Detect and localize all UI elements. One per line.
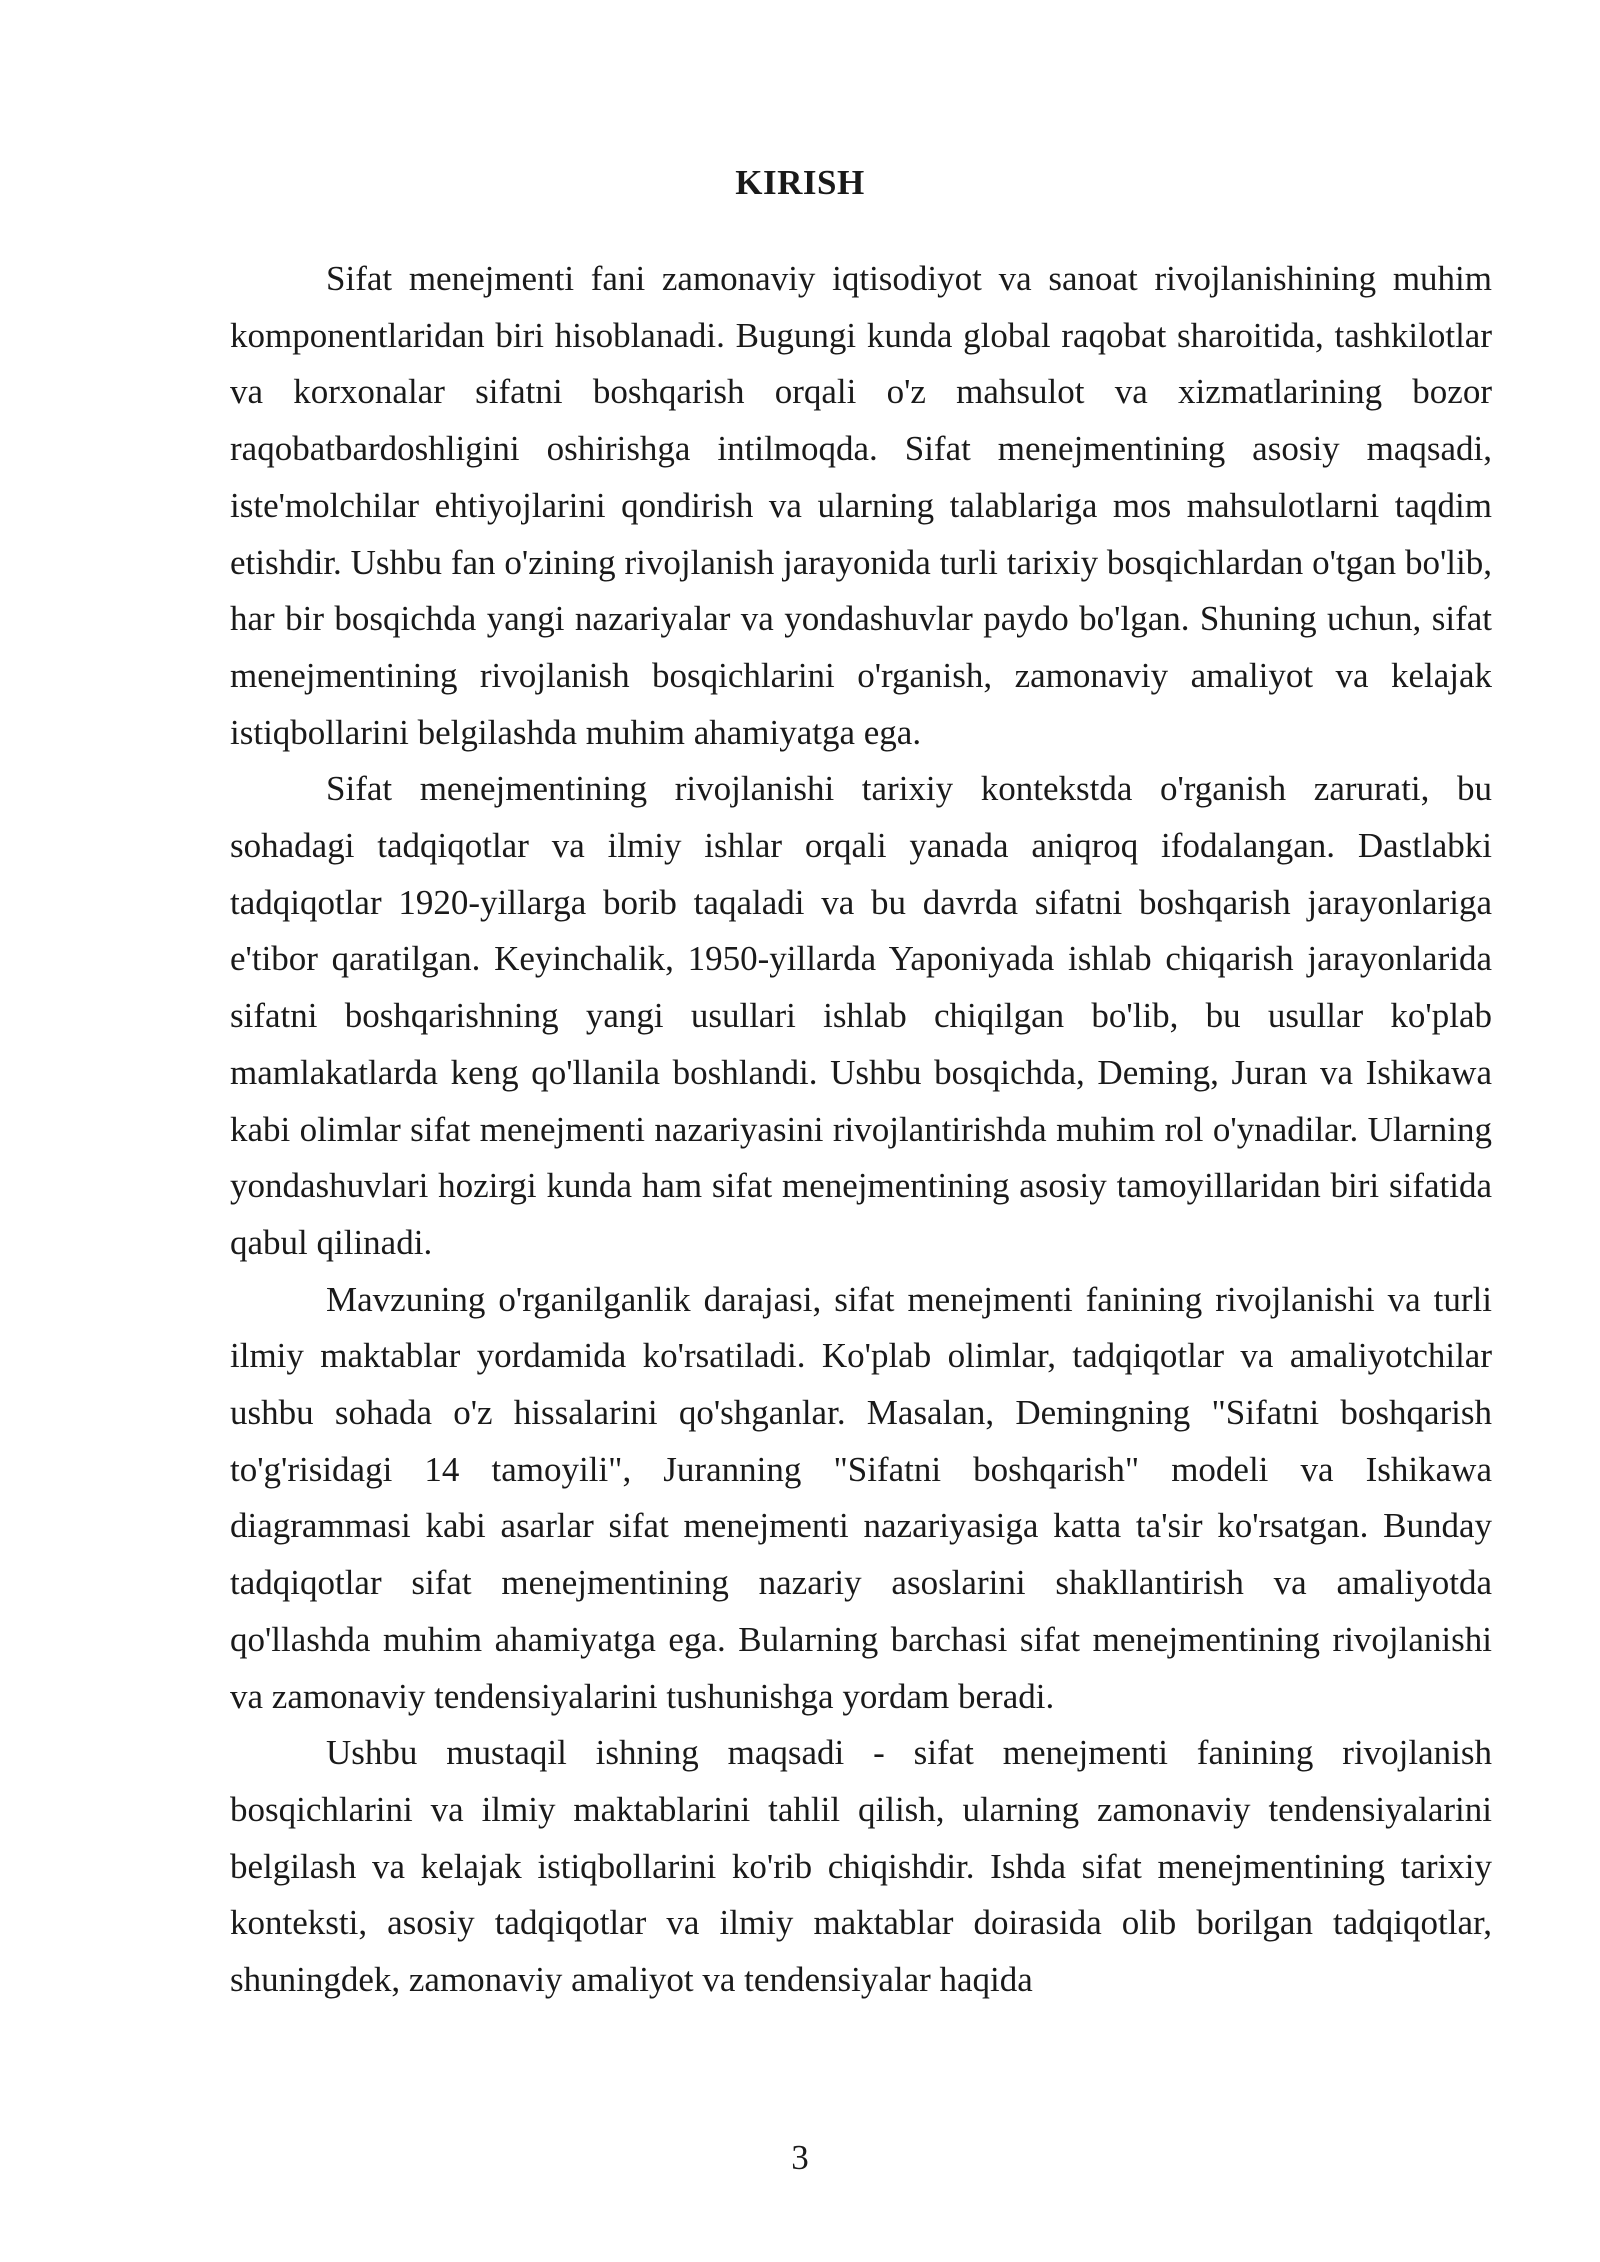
page-number: 3 <box>791 2138 809 2177</box>
paragraph-4: Ushbu mustaqil ishning maqsadi - sifat menejmenti fanining rivojlanish bosqichlarini va ilmiy maktablarini tahlil qilish, ularning zamonaviy tendensiyalarini belgilash va kelajak istiqbollarini ko'rib chiqishdir. Ishda sifat menejmentining tarixiy konteksti, asosiy tadqiqotlar va ilmiy maktablar doirasida olib borilgan tadqiqotlar, shuningdek, zamonaviy amaliyot va tendensiyalar haqida <box>230 1733 1492 2000</box>
paragraph-1: Sifat menejmenti fani zamonaviy iqtisodiyot va sanoat rivojlanishining muhim komponentlaridan biri hisoblanadi. Bugungi kunda global raqobat sharoitida, tashkilotlar va korxonalar sifatni boshqarish orqali o'z mahsulot va xizmatlarining bozor raqobatbardoshligini oshirishga intilmoqda. Sifat menejmentining asosiy maqsadi, iste'molchilar ehtiyojlarini qondirish va ularning talablariga mos mahsulotlarni taqdim etishdir. Ushbu fan o'zining rivojlanish jarayonida turli tarixiy bosqichlardan o'tgan bo'lib, har bir bosqichda yangi nazariyalar va yondashuvlar paydo bo'lgan. Shuning uchun, sifat menejmentining rivojlanish bosqichlarini o'rganish, zamonaviy amaliyot va kelajak istiqbollarini belgilashda muhim ahamiyatga ega. <box>230 259 1492 752</box>
paragraph-3: Mavzuning o'rganilganlik darajasi, sifat menejmenti fanining rivojlanishi va turli ilmiy maktablar yordamida ko'rsatiladi. Ko'plab olimlar, tadqiqotlar va amaliyotchilar ushbu sohada o'z hissalarini qo'shganlar. Masalan, Demingning "Sifatni boshqarish to'g'risidagi 14 tamoyili", Juranning "Sifatni boshqarish" modeli va Ishikawa diagrammasi kabi asarlar sifat menejmenti nazariyasiga katta ta'sir ko'rsatgan. Bunday tadqiqotlar sifat menejmentining nazariy asoslarini shakllantirish va amaliyotda qo'llashda muhim ahamiyatga ega. Bularning barchasi sifat menejmentining rivojlanishi va zamonaviy tendensiyalarini tushunishga yordam beradi. <box>230 1279 1492 1716</box>
page-title: KIRISH <box>735 163 865 202</box>
paragraph-2: Sifat menejmentining rivojlanishi tarixiy kontekstda o'rganish zarurati, bu sohadagi tadqiqotlar va ilmiy ishlar orqali yanada aniqroq ifodalangan. Dastlabki tadqiqotlar 1920-yillarga borib taqaladi va bu davrda sifatni boshqarish jarayonlariga e'tibor qaratilgan. Keyinchalik, 1950-yillarda Yaponiyada ishlab chiqarish jarayonlarida sifatni boshqarishning yangi usullari ishlab chiqilgan bo'lib, bu usullar ko'plab mamlakatlarda keng qo'llanila boshlandi. Ushbu bosqichda, Deming, Juran va Ishikawa kabi olimlar sifat menejmenti nazariyasini rivojlantirishda muhim rol o'ynadilar. Ularning yondashuvlari hozirgi kunda ham sifat menejmentining asosiy tamoyillaridan biri sifatida qabul qilinadi. <box>230 769 1492 1262</box>
body-text <box>230 251 1492 2009</box>
